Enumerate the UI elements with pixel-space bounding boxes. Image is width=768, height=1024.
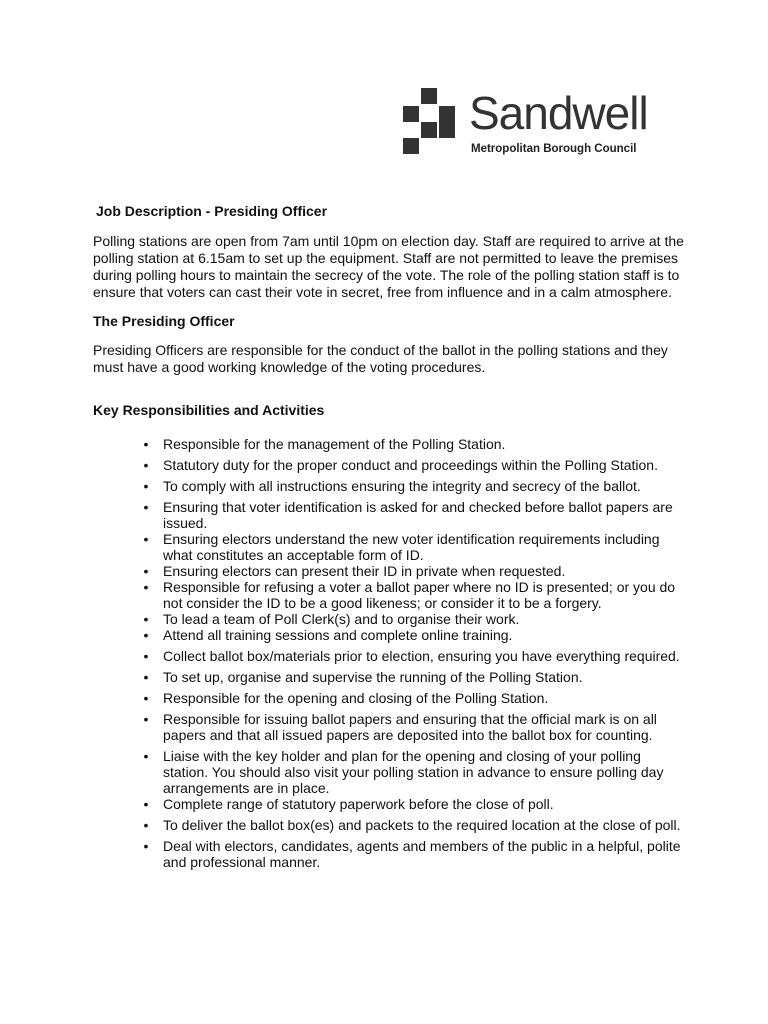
bullet-icon: • xyxy=(143,531,149,547)
bullet-icon: • xyxy=(143,648,149,664)
checkerboard-logo-icon xyxy=(403,88,457,156)
list-item xyxy=(93,669,685,685)
list-item-text: To lead a team of Poll Clerk(s) and to organise their work. xyxy=(163,611,520,627)
bullet-icon: • xyxy=(143,579,149,595)
bullet-icon: • xyxy=(143,457,149,473)
document-title: Job Description - Presiding Officer xyxy=(96,203,328,219)
list-item-text: Ensuring electors understand the new voter identification requirements including what constitutes an acceptable form of ID. xyxy=(163,531,660,563)
list-item xyxy=(93,457,685,473)
document-body xyxy=(93,203,685,870)
list-item xyxy=(93,563,685,579)
bullet-icon: • xyxy=(143,796,149,812)
list-item xyxy=(93,796,685,812)
logo-subtitle: Metropolitan Borough Council xyxy=(471,143,637,155)
list-item xyxy=(93,711,685,743)
intro-paragraph: Polling stations are open from 7am until 10pm on election day. Staff are required to arrive at the polling station at 6.15am to set up the equipment. Staff are not permitted to leave the premises during polling hours to maintain the secrecy of the vote. The role of the polling station staff is to ensure that voters can cast their vote in secret, free from influence and in a calm atmosphere. xyxy=(93,233,684,300)
list-item-text: Ensuring electors can present their ID in private when requested. xyxy=(163,563,566,579)
list-item-text: Responsible for refusing a voter a ballot paper where no ID is presented; or you do not consider the ID to be a good likeness; or consider it to be a forgery. xyxy=(163,579,676,611)
list-item-text: To set up, organise and supervise the running of the Polling Station. xyxy=(163,669,583,685)
list-item xyxy=(93,690,685,706)
logo-name: Sandwell xyxy=(469,87,648,139)
list-item xyxy=(93,611,685,627)
presiding-officer-paragraph: Presiding Officers are responsible for the conduct of the ballot in the polling stations and they must have a good working knowledge of the voting procedures. xyxy=(93,342,668,375)
list-item-text: Liaise with the key holder and plan for the opening and closing of your polling station. You should also visit your polling station in advance to ensure polling day arrangements are in place. xyxy=(163,748,664,796)
list-item-text: Collect ballot box/materials prior to election, ensuring you have everything required. xyxy=(163,648,680,664)
list-item xyxy=(93,436,685,452)
list-item-text: Responsible for issuing ballot papers and ensuring that the official mark is on all papers and that all issued papers are deposited into the ballot box for counting. xyxy=(163,711,657,743)
responsibilities-list xyxy=(93,436,685,870)
list-item xyxy=(93,748,685,796)
bullet-icon: • xyxy=(143,627,149,643)
list-item-text: Ensuring that voter identification is asked for and checked before ballot papers are issued. xyxy=(163,499,673,531)
list-item-text: To comply with all instructions ensuring the integrity and secrecy of the ballot. xyxy=(163,478,641,494)
list-item xyxy=(93,817,685,833)
sandwell-logo xyxy=(403,88,683,158)
list-item-text: To deliver the ballot box(es) and packets to the required location at the close of poll. xyxy=(163,817,681,833)
bullet-icon: • xyxy=(143,436,149,452)
list-item xyxy=(93,478,685,494)
bullet-icon: • xyxy=(143,563,149,579)
presiding-officer-heading: The Presiding Officer xyxy=(93,313,235,329)
bullet-icon: • xyxy=(143,611,149,627)
bullet-icon: • xyxy=(143,711,149,727)
bullet-icon: • xyxy=(143,478,149,494)
list-item-text: Responsible for the opening and closing of the Polling Station. xyxy=(163,690,549,706)
list-item-text: Responsible for the management of the Polling Station. xyxy=(163,436,506,452)
list-item xyxy=(93,531,685,563)
list-item-text: Statutory duty for the proper conduct and proceedings within the Polling Station. xyxy=(163,457,658,473)
responsibilities-heading: Key Responsibilities and Activities xyxy=(93,402,325,418)
list-item-text: Deal with electors, candidates, agents and members of the public in a helpful, polite and professional manner. xyxy=(163,838,681,870)
bullet-icon: • xyxy=(143,838,149,854)
list-item xyxy=(93,838,685,870)
bullet-icon: • xyxy=(143,817,149,833)
list-item-text: Attend all training sessions and complete online training. xyxy=(163,627,513,643)
list-item xyxy=(93,579,685,611)
bullet-icon: • xyxy=(143,499,149,515)
list-item xyxy=(93,627,685,643)
list-item xyxy=(93,648,685,664)
bullet-icon: • xyxy=(143,669,149,685)
bullet-icon: • xyxy=(143,690,149,706)
list-item xyxy=(93,499,685,531)
bullet-icon: • xyxy=(143,748,149,764)
list-item-text: Complete range of statutory paperwork before the close of poll. xyxy=(163,796,554,812)
